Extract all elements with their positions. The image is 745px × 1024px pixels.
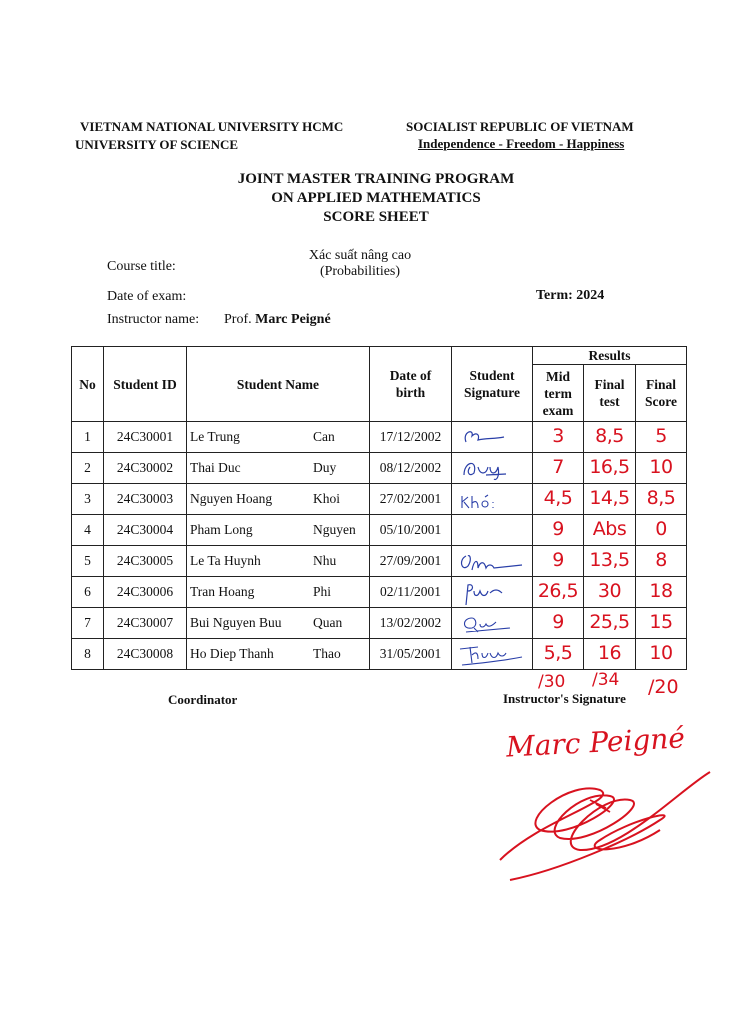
row-no: 3 <box>72 484 104 515</box>
handwritten-signature-icon <box>452 484 533 514</box>
student-last-name: Can <box>313 429 335 444</box>
final-test-value: 8,5 <box>595 425 624 447</box>
header-results: Results <box>533 347 687 365</box>
motto: Independence - Freedom - Happiness <box>418 136 625 151</box>
header-sig-line2: Signature <box>463 385 520 400</box>
faculty-name: UNIVERSITY OF SCIENCE <box>75 137 239 152</box>
final-score <box>636 484 687 515</box>
final-test-value: 14,5 <box>589 487 630 509</box>
student-last-name: Nhu <box>313 553 337 568</box>
midterm-value: 3 <box>552 425 564 447</box>
final-test-value: 16 <box>597 642 622 664</box>
row-no: 4 <box>72 515 104 546</box>
midterm-value: 7 <box>552 456 564 478</box>
header-student-id: Student ID <box>104 347 187 422</box>
student-id: 24C30008 <box>104 639 187 670</box>
student-signature <box>452 577 533 608</box>
midterm-score <box>533 546 584 577</box>
midterm-value: 26,5 <box>537 580 579 602</box>
student-id: 24C30005 <box>104 546 187 577</box>
student-name <box>187 608 370 639</box>
student-name <box>187 484 370 515</box>
student-id: 24C30002 <box>104 453 187 484</box>
student-id: 24C30006 <box>104 577 187 608</box>
header-student-name: Student Name <box>187 347 370 422</box>
header-sig-line1: Student <box>469 368 515 383</box>
faculty-header <box>75 136 238 154</box>
coordinator-label: Coordinator <box>168 692 238 707</box>
final-test-value: 30 <box>597 580 622 602</box>
course-title-value <box>296 248 424 280</box>
student-first-name: Thai Duc <box>190 460 241 475</box>
handwritten-signature-icon <box>452 608 533 638</box>
midterm-value: 5,5 <box>543 642 573 664</box>
table-row <box>72 577 687 608</box>
title-line-3: SCORE SHEET <box>323 209 429 225</box>
student-signature <box>452 453 533 484</box>
final-test-value: 25,5 <box>589 611 630 633</box>
header-final-test <box>584 365 636 422</box>
student-first-name: Bui Nguyen Buu <box>190 615 282 630</box>
student-name <box>187 515 370 546</box>
final-score <box>636 546 687 577</box>
student-id: 24C30004 <box>104 515 187 546</box>
final-score-value: 8,5 <box>646 487 676 509</box>
row-no: 7 <box>72 608 104 639</box>
header-final-score <box>636 365 687 422</box>
student-name <box>187 577 370 608</box>
max-midterm: /30 <box>538 672 566 692</box>
table-row <box>72 639 687 670</box>
student-dob: 08/12/2002 <box>370 453 452 484</box>
student-signature <box>452 608 533 639</box>
instructor-value <box>224 312 331 328</box>
instructor-prefix: Prof. <box>224 312 252 327</box>
final-test-score <box>584 422 636 453</box>
max-final-score: /20 <box>648 676 679 698</box>
final-test-score <box>584 639 636 670</box>
student-dob: 02/11/2001 <box>370 577 452 608</box>
final-test-score <box>584 515 636 546</box>
max-final-test: /34 <box>592 670 620 690</box>
score-table <box>71 346 687 670</box>
university-name: VIETNAM NATIONAL UNIVERSITY HCMC <box>80 119 344 134</box>
title-line-2: ON APPLIED MATHEMATICS <box>271 190 481 206</box>
final-score <box>636 453 687 484</box>
final-score <box>636 577 687 608</box>
student-first-name: Nguyen Hoang <box>190 491 273 506</box>
student-last-name: Duy <box>313 460 337 475</box>
student-signature <box>452 515 533 546</box>
final-score-value: 18 <box>649 580 673 602</box>
title-line-1: JOINT MASTER TRAINING PROGRAM <box>237 171 515 187</box>
university-header <box>80 118 343 136</box>
final-test-score <box>584 608 636 639</box>
document-title <box>176 170 576 227</box>
course-title-label: Course title: <box>107 259 176 274</box>
final-test-score <box>584 546 636 577</box>
final-score-value: 5 <box>655 425 667 447</box>
row-no: 6 <box>72 577 104 608</box>
student-last-name: Phi <box>313 584 332 599</box>
final-test-value: 13,5 <box>589 549 630 571</box>
row-no: 5 <box>72 546 104 577</box>
student-id: 24C30001 <box>104 422 187 453</box>
student-dob: 27/02/2001 <box>370 484 452 515</box>
final-score-value: 15 <box>649 611 673 633</box>
midterm-score <box>533 515 584 546</box>
instructor-signature-icon <box>480 760 730 900</box>
student-first-name: Le Trung <box>190 429 240 444</box>
header-score-line2: Score <box>645 394 677 409</box>
header-final-line2: test <box>599 394 620 409</box>
midterm-score <box>533 422 584 453</box>
row-no: 2 <box>72 453 104 484</box>
final-score <box>636 639 687 670</box>
table-row <box>72 422 687 453</box>
final-score <box>636 608 687 639</box>
student-dob: 05/10/2001 <box>370 515 452 546</box>
final-test-score <box>584 577 636 608</box>
student-dob: 31/05/2001 <box>370 639 452 670</box>
final-score <box>636 422 687 453</box>
student-dob: 17/12/2002 <box>370 422 452 453</box>
header-dob <box>370 347 452 422</box>
student-first-name: Le Ta Huynh <box>190 553 261 568</box>
header-dob-line2: birth <box>395 385 426 400</box>
row-no: 8 <box>72 639 104 670</box>
country-header <box>406 118 634 136</box>
table-row <box>72 608 687 639</box>
header-mid-line2: term <box>544 385 572 401</box>
midterm-score <box>533 608 584 639</box>
handwritten-instructor-name: Marc Peigné <box>505 721 686 764</box>
midterm-score <box>533 639 584 670</box>
student-first-name: Pham Long <box>190 522 253 537</box>
course-title-vn: Xác suất nâng cao <box>308 248 412 263</box>
student-dob: 13/02/2002 <box>370 608 452 639</box>
student-dob: 27/09/2001 <box>370 546 452 577</box>
term-label: Term: 2024 <box>536 288 605 303</box>
instructor-signature-label: Instructor's Signature <box>503 691 626 706</box>
instructor-label: Instructor name: <box>107 312 200 327</box>
student-name <box>187 546 370 577</box>
header-mid-line3: exam <box>542 402 574 418</box>
course-title-en: (Probabilities) <box>319 264 401 279</box>
student-last-name: Thao <box>313 646 341 661</box>
student-signature <box>452 546 533 577</box>
header-final-line1: Final <box>594 377 625 392</box>
instructor-name: Marc Peigné <box>255 312 331 327</box>
midterm-value: 4,5 <box>543 487 573 509</box>
student-signature <box>452 484 533 515</box>
student-name <box>187 453 370 484</box>
student-id: 24C30007 <box>104 608 187 639</box>
handwritten-signature-icon <box>452 422 533 452</box>
midterm-score <box>533 577 584 608</box>
table-row <box>72 453 687 484</box>
final-test-score <box>584 484 636 515</box>
header-student-signature <box>452 347 533 422</box>
student-last-name: Khoi <box>313 491 340 506</box>
final-test-value: 16,5 <box>589 456 630 478</box>
exam-date-label: Date of exam: <box>107 289 187 304</box>
student-last-name: Quan <box>313 615 343 630</box>
header-mid-line1: Mid <box>545 368 570 384</box>
student-first-name: Ho Diep Thanh <box>190 646 274 661</box>
midterm-score <box>533 453 584 484</box>
country-name: SOCIALIST REPUBLIC OF VIETNAM <box>406 119 634 134</box>
final-score-value: 0 <box>655 518 667 540</box>
header-no: No <box>72 347 104 422</box>
handwritten-signature-icon <box>452 639 533 669</box>
student-last-name: Nguyen <box>313 522 356 537</box>
row-no: 1 <box>72 422 104 453</box>
table-row <box>72 546 687 577</box>
midterm-value: 9 <box>552 549 564 571</box>
student-signature <box>452 422 533 453</box>
student-name <box>187 422 370 453</box>
table-row <box>72 484 687 515</box>
handwritten-signature-icon <box>452 577 533 607</box>
student-signature <box>452 639 533 670</box>
student-id: 24C30003 <box>104 484 187 515</box>
final-score-value: 10 <box>649 642 673 664</box>
final-score-value: 10 <box>649 456 673 478</box>
final-test-value: Abs <box>592 518 627 540</box>
midterm-score <box>533 484 584 515</box>
header-score-line1: Final <box>645 377 676 392</box>
handwritten-signature-icon <box>452 453 533 483</box>
handwritten-signature-icon <box>452 546 533 576</box>
final-test-score <box>584 453 636 484</box>
table-row <box>72 515 687 546</box>
final-score <box>636 515 687 546</box>
midterm-value: 9 <box>552 611 564 633</box>
student-name <box>187 639 370 670</box>
student-first-name: Tran Hoang <box>190 584 255 599</box>
midterm-value: 9 <box>552 518 564 540</box>
header-dob-line1: Date of <box>389 368 432 383</box>
final-score-value: 8 <box>655 549 667 571</box>
header-midterm <box>533 365 584 422</box>
